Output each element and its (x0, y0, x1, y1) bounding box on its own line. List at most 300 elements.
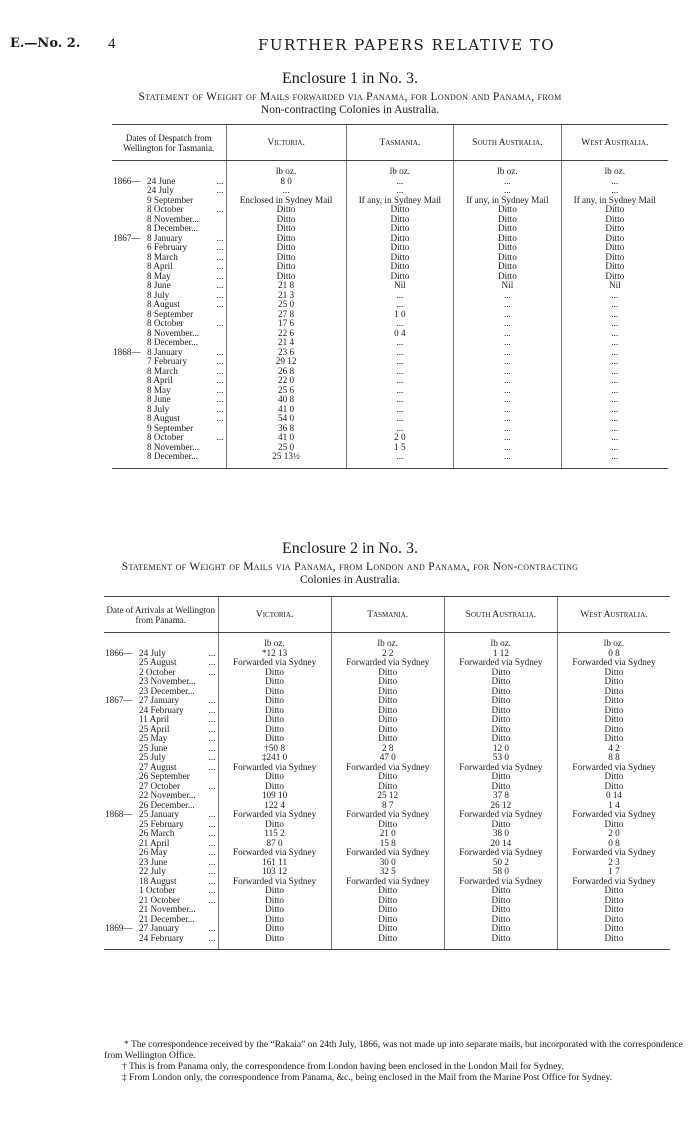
south-australia-cell: ... (454, 414, 561, 424)
leader-dots: ... (216, 299, 224, 309)
column-header-west-australia: West Australia. (561, 125, 668, 161)
day-month: 8 July (147, 403, 170, 414)
west-australia-cell: Ditto (557, 934, 670, 950)
south-australia-cell: Ditto (454, 253, 561, 263)
tasmania-cell: ... (346, 338, 453, 348)
west-australia-cell: Ditto (557, 820, 670, 830)
south-australia-cell: Ditto (444, 668, 557, 678)
victoria-cell: Ditto (218, 772, 331, 782)
leader-dots: ... (216, 280, 224, 290)
victoria-cell: *12 13 (218, 649, 331, 659)
document-reference: E.—No. 2. (10, 36, 81, 51)
victoria-cell: Ditto (226, 262, 346, 272)
victoria-cell: 26 8 (226, 367, 346, 377)
victoria-cell: 25 0 (226, 443, 346, 453)
day-month: 27 January (139, 695, 180, 705)
day-month: 8 November... (147, 327, 200, 338)
leader-dots: ... (216, 261, 224, 271)
tasmania-cell: 2 8 (331, 744, 444, 754)
west-australia-cell: ... (561, 329, 668, 339)
victoria-cell: Ditto (226, 243, 346, 253)
leader-dots: ... (216, 175, 224, 186)
south-australia-cell: Forwarded via Sydney (444, 810, 557, 820)
tasmania-cell: ... (346, 357, 453, 367)
leader-dots: ... (216, 251, 224, 262)
west-australia-cell: Ditto (557, 886, 670, 896)
west-australia-cell: Ditto (561, 224, 668, 234)
tasmania-cell: 2 0 (346, 433, 453, 443)
leader-dots: ... (208, 666, 216, 677)
enclosure-2-statement-line-2: Colonies in Australia. (300, 574, 400, 586)
tasmania-cell: ... (346, 376, 453, 386)
date-cell (104, 934, 218, 950)
date-wrap (105, 934, 216, 944)
day-month: 23 December... (139, 685, 195, 696)
tasmania-cell: 2 2 (331, 649, 444, 659)
day-month: 8 March (147, 251, 178, 262)
south-australia-cell: Ditto (444, 905, 557, 915)
table-row (112, 424, 668, 434)
tasmania-cell: 15 8 (331, 839, 444, 849)
leader-dots: ... (208, 780, 216, 791)
table-row (112, 338, 668, 348)
leader-dots: ... (208, 714, 216, 724)
day-month: 8 October (147, 204, 184, 214)
units-cell: lb oz. (454, 161, 561, 177)
column-header-tasmania: Tasmania. (331, 597, 444, 633)
table-row (112, 300, 668, 310)
victoria-cell: 29 12 (226, 357, 346, 367)
victoria-cell: Forwarded via Sydney (218, 763, 331, 773)
enclosure-1-heading: Enclosure 1 in No. 3. (282, 70, 418, 87)
victoria-cell: Ditto (218, 924, 331, 934)
units-cell: lb oz. (444, 633, 557, 649)
victoria-cell: Ditto (226, 234, 346, 244)
south-australia-cell: Ditto (444, 734, 557, 744)
west-australia-cell: Ditto (557, 734, 670, 744)
west-australia-cell: Ditto (557, 915, 670, 925)
tasmania-cell: Ditto (331, 668, 444, 678)
year-label: 1868— (105, 809, 133, 819)
west-australia-cell: 1 4 (557, 801, 670, 811)
tasmania-cell: ... (346, 348, 453, 358)
tasmania-cell: ... (346, 186, 453, 196)
west-australia-cell: 2 3 (557, 858, 670, 868)
tasmania-cell: Ditto (331, 715, 444, 725)
day-month: 8 April (147, 261, 173, 271)
south-australia-cell: Ditto (454, 224, 561, 234)
west-australia-cell: 0 8 (557, 839, 670, 849)
south-australia-cell: Ditto (444, 934, 557, 950)
tasmania-cell: ... (346, 414, 453, 424)
day-month: 24 July (147, 185, 174, 195)
west-australia-cell: Ditto (561, 262, 668, 272)
south-australia-cell: Ditto (454, 262, 561, 272)
leader-dots: ... (216, 204, 224, 214)
day-month: 25 June (139, 742, 168, 753)
running-title: FURTHER PAPERS RELATIVE TO (258, 36, 556, 54)
tasmania-cell: Forwarded via Sydney (331, 658, 444, 668)
day-month: 8 May (147, 270, 171, 281)
tasmania-cell: ... (346, 291, 453, 301)
victoria-cell: Ditto (218, 725, 331, 735)
leader-dots: ... (216, 375, 224, 385)
units-cell: lb oz. (346, 161, 453, 177)
day-month: 25 July (139, 752, 166, 762)
leader-dots: ... (208, 875, 216, 886)
year-label: 1869— (105, 923, 133, 933)
day-month: 26 September (139, 771, 190, 781)
table-header-row (104, 597, 670, 633)
south-australia-cell: ... (454, 310, 561, 320)
units-cell: lb oz. (561, 161, 668, 177)
day-month: 8 July (147, 289, 170, 300)
table-row (112, 367, 668, 377)
leader-dots: ... (208, 723, 216, 734)
table-row (112, 414, 668, 424)
tasmania-cell: Forwarded via Sydney (331, 848, 444, 858)
day-month: 21 April (139, 837, 170, 848)
tasmania-cell: Ditto (346, 262, 453, 272)
victoria-cell: 54 0 (226, 414, 346, 424)
day-month: 8 November... (147, 213, 200, 224)
day-month: 22 November... (139, 790, 196, 800)
west-australia-cell: Ditto (557, 668, 670, 678)
enclosure-2-table (104, 596, 670, 950)
victoria-cell: Ditto (218, 668, 331, 678)
south-australia-cell: Ditto (444, 915, 557, 925)
victoria-cell: 23 6 (226, 348, 346, 358)
west-australia-cell: Forwarded via Sydney (557, 658, 670, 668)
day-month: 24 June (147, 175, 176, 186)
day-month: 8 September (147, 308, 194, 319)
leader-dots: ... (208, 847, 216, 857)
south-australia-cell: Ditto (444, 715, 557, 725)
south-australia-cell: 37 8 (444, 791, 557, 801)
victoria-cell: 8 0 (226, 177, 346, 187)
day-month: 8 January (147, 346, 183, 357)
day-month: 27 October (139, 780, 181, 791)
leader-dots: ... (208, 932, 216, 943)
tasmania-cell: 1 5 (346, 443, 453, 453)
units-row (112, 161, 668, 177)
leader-dots: ... (216, 394, 224, 404)
tasmania-cell: ... (346, 424, 453, 434)
tasmania-cell: Ditto (331, 772, 444, 782)
tasmania-cell: Ditto (346, 243, 453, 253)
table-row (112, 357, 668, 367)
south-australia-cell: ... (454, 338, 561, 348)
west-australia-cell: 2 0 (557, 829, 670, 839)
year-label: 1867— (113, 232, 141, 243)
leader-dots: ... (208, 733, 216, 743)
south-australia-cell: Ditto (444, 886, 557, 896)
column-header-south-australia: South Australia. (444, 597, 557, 633)
units-cell: lb oz. (218, 633, 331, 649)
south-australia-cell: ... (454, 300, 561, 310)
south-australia-cell: ... (454, 357, 561, 367)
west-australia-cell: ... (561, 291, 668, 301)
leader-dots: ... (216, 232, 224, 243)
victoria-cell: Ditto (218, 896, 331, 906)
leader-dots: ... (216, 365, 224, 376)
leader-dots: ... (208, 761, 216, 772)
year-label: 1868— (113, 346, 141, 357)
enclosure-1-statement-line-2: Non-contracting Colonies in Australia. (260, 104, 440, 116)
south-australia-cell: ... (454, 386, 561, 396)
tasmania-cell: Ditto (331, 820, 444, 830)
day-month: 24 July (139, 647, 166, 658)
west-australia-cell: Nil (561, 281, 668, 291)
south-australia-cell: ... (454, 367, 561, 377)
west-australia-cell: ... (561, 386, 668, 396)
south-australia-cell: Ditto (454, 215, 561, 225)
west-australia-cell: Ditto (561, 253, 668, 263)
tasmania-cell: 30 0 (331, 858, 444, 868)
day-month: 24 February (139, 932, 184, 943)
west-australia-cell: Ditto (557, 696, 670, 706)
tasmania-cell: Ditto (331, 905, 444, 915)
victoria-cell: 40 8 (226, 395, 346, 405)
units-cell-empty (104, 633, 218, 649)
footnote: ‡ From London only, the correspondence from Panama, &c., being enclosed in the Mail from the Marine Post Office for Sydney. (122, 1073, 613, 1083)
tasmania-cell: Ditto (346, 272, 453, 282)
south-australia-cell: Ditto (444, 706, 557, 716)
west-australia-cell: Ditto (557, 905, 670, 915)
victoria-cell: 122 4 (218, 801, 331, 811)
south-australia-cell: ... (454, 329, 561, 339)
year-label: 1866— (105, 647, 133, 658)
victoria-cell: 87 0 (218, 839, 331, 849)
victoria-cell: 25 6 (226, 386, 346, 396)
south-australia-cell: If any, in Sydney Mail (454, 196, 561, 206)
day-month: 25 May (139, 733, 168, 743)
leader-dots: ... (216, 346, 224, 357)
west-australia-cell: Ditto (557, 924, 670, 934)
victoria-cell: Ditto (218, 915, 331, 925)
units-cell-empty (112, 161, 226, 177)
south-australia-cell: Ditto (454, 234, 561, 244)
victoria-cell: Forwarded via Sydney (218, 877, 331, 887)
day-month: 26 December... (139, 799, 195, 810)
victoria-cell: Ditto (218, 696, 331, 706)
victoria-cell: ‡241 0 (218, 753, 331, 763)
enclosure-2-heading: Enclosure 2 in No. 3. (282, 540, 418, 557)
tasmania-cell: Forwarded via Sydney (331, 763, 444, 773)
leader-dots: ... (208, 704, 216, 715)
victoria-cell: 109 10 (218, 791, 331, 801)
date-wrap (113, 452, 224, 462)
west-australia-cell: Ditto (561, 215, 668, 225)
day-month: 22 July (139, 866, 166, 876)
south-australia-cell: Forwarded via Sydney (444, 848, 557, 858)
tasmania-cell: 32 5 (331, 867, 444, 877)
victoria-cell: Ditto (218, 820, 331, 830)
west-australia-cell: ... (561, 395, 668, 405)
tasmania-cell: Ditto (346, 215, 453, 225)
south-australia-cell: ... (454, 376, 561, 386)
day-month: 18 August (139, 875, 177, 886)
west-australia-cell: ... (561, 319, 668, 329)
south-australia-cell: 1 12 (444, 649, 557, 659)
west-australia-cell: Ditto (561, 243, 668, 253)
victoria-cell: 21 8 (226, 281, 346, 291)
west-australia-cell: Ditto (557, 687, 670, 697)
south-australia-cell: ... (454, 443, 561, 453)
west-australia-cell: ... (561, 186, 668, 196)
units-cell: lb oz. (331, 633, 444, 649)
day-month: 6 February (147, 242, 188, 252)
day-month: 8 December... (147, 337, 199, 347)
day-month: 8 April (147, 375, 173, 385)
west-australia-cell: Forwarded via Sydney (557, 877, 670, 887)
day-month: 23 June (139, 856, 168, 867)
victoria-cell: Enclosed in Sydney Mail (226, 196, 346, 206)
column-header-victoria: Victoria. (226, 125, 346, 161)
south-australia-cell: ... (454, 424, 561, 434)
tasmania-cell: Ditto (346, 224, 453, 234)
tasmania-cell: Ditto (331, 886, 444, 896)
leader-dots: ... (216, 289, 224, 300)
tasmania-cell: If any, in Sydney Mail (346, 196, 453, 206)
south-australia-cell: Ditto (444, 687, 557, 697)
south-australia-cell: ... (454, 186, 561, 196)
west-australia-cell: Ditto (561, 205, 668, 215)
column-header-dates: Date of Arrivals at Wellington from Panama. (104, 597, 218, 633)
tasmania-cell: ... (346, 319, 453, 329)
south-australia-cell: Ditto (444, 820, 557, 830)
victoria-cell: Ditto (226, 205, 346, 215)
south-australia-cell: ... (454, 177, 561, 187)
victoria-cell: Ditto (226, 253, 346, 263)
leader-dots: ... (216, 185, 224, 195)
day-month: 26 March (139, 828, 175, 838)
table-header-row (112, 125, 668, 161)
day-month: 8 October (147, 318, 184, 328)
tasmania-cell: Ditto (331, 896, 444, 906)
leader-dots: ... (208, 647, 216, 658)
victoria-cell: Forwarded via Sydney (218, 658, 331, 668)
tasmania-cell: Ditto (331, 734, 444, 744)
south-australia-cell: Ditto (444, 677, 557, 687)
day-month: 25 April (139, 723, 170, 734)
west-australia-cell: 0 14 (557, 791, 670, 801)
day-month: 26 May (139, 847, 168, 857)
leader-dots: ... (208, 752, 216, 762)
leader-dots: ... (208, 742, 216, 753)
day-month: 8 June (147, 394, 171, 404)
table-row (112, 348, 668, 358)
west-australia-cell: ... (561, 357, 668, 367)
south-australia-cell: Ditto (444, 896, 557, 906)
day-month: 21 December... (139, 913, 195, 924)
day-month: 8 December... (147, 451, 199, 461)
south-australia-cell: Forwarded via Sydney (444, 658, 557, 668)
date-cell (112, 452, 226, 468)
leader-dots: ... (216, 403, 224, 414)
south-australia-cell: ... (454, 319, 561, 329)
south-australia-cell: 26 12 (444, 801, 557, 811)
tasmania-cell: Nil (346, 281, 453, 291)
leader-dots: ... (208, 809, 216, 819)
tasmania-cell: 25 12 (331, 791, 444, 801)
victoria-cell: Ditto (218, 677, 331, 687)
victoria-cell: 25 13½ (226, 452, 346, 468)
page-number: 4 (108, 36, 116, 52)
table-row (112, 177, 668, 187)
table-row (112, 291, 668, 301)
west-australia-cell: ... (561, 414, 668, 424)
day-month: 25 January (139, 809, 180, 819)
west-australia-cell: Ditto (561, 234, 668, 244)
table-row (112, 281, 668, 291)
tasmania-cell: Ditto (331, 725, 444, 735)
leader-dots: ... (216, 432, 224, 442)
enclosure-1-statement-line-1: Statement of Weight of Mails forwarded via Panama, for London and Panama, from (138, 91, 562, 103)
west-australia-cell: Ditto (557, 896, 670, 906)
column-header-dates: Dates of Despatch from Wellington for Tasmania. (112, 125, 226, 161)
south-australia-cell: Forwarded via Sydney (444, 763, 557, 773)
victoria-cell: 41 0 (226, 405, 346, 415)
west-australia-cell: 4 2 (557, 744, 670, 754)
day-month: 27 August (139, 761, 177, 772)
south-australia-cell: 53 0 (444, 753, 557, 763)
south-australia-cell: ... (454, 405, 561, 415)
day-month: 8 November... (147, 441, 200, 452)
victoria-cell: Forwarded via Sydney (218, 810, 331, 820)
units-row (104, 633, 670, 649)
year-label: 1866— (113, 175, 141, 186)
west-australia-cell: ... (561, 177, 668, 187)
west-australia-cell: ... (561, 405, 668, 415)
day-month: 8 January (147, 232, 183, 243)
leader-dots: ... (216, 356, 224, 366)
day-month: 9 September (147, 422, 194, 433)
tasmania-cell: ... (346, 367, 453, 377)
west-australia-cell: ... (561, 452, 668, 468)
victoria-cell: Ditto (218, 782, 331, 792)
column-header-west-australia: West Australia. (557, 597, 670, 633)
day-month: 7 February (147, 356, 188, 366)
leader-dots: ... (208, 856, 216, 867)
tasmania-cell: Ditto (331, 706, 444, 716)
south-australia-cell: ... (454, 452, 561, 468)
table-row (112, 310, 668, 320)
column-header-victoria: Victoria. (218, 597, 331, 633)
tasmania-cell: Ditto (346, 234, 453, 244)
tasmania-cell: ... (346, 300, 453, 310)
south-australia-cell: 50 2 (444, 858, 557, 868)
south-australia-cell: Nil (454, 281, 561, 291)
tasmania-cell: Ditto (331, 782, 444, 792)
tasmania-cell: Ditto (331, 696, 444, 706)
year-label: 1867— (105, 695, 133, 705)
west-australia-cell: ... (561, 300, 668, 310)
west-australia-cell: If any, in Sydney Mail (561, 196, 668, 206)
victoria-cell: 21 4 (226, 338, 346, 348)
victoria-cell: Ditto (226, 215, 346, 225)
west-australia-cell: ... (561, 338, 668, 348)
victoria-cell: 25 0 (226, 300, 346, 310)
south-australia-cell: ... (454, 433, 561, 443)
leader-dots: ... (208, 837, 216, 848)
south-australia-cell: ... (454, 395, 561, 405)
victoria-cell: 22 0 (226, 376, 346, 386)
tasmania-cell: ... (346, 177, 453, 187)
leader-dots: ... (208, 894, 216, 905)
west-australia-cell: Ditto (557, 772, 670, 782)
table-row (112, 272, 668, 282)
